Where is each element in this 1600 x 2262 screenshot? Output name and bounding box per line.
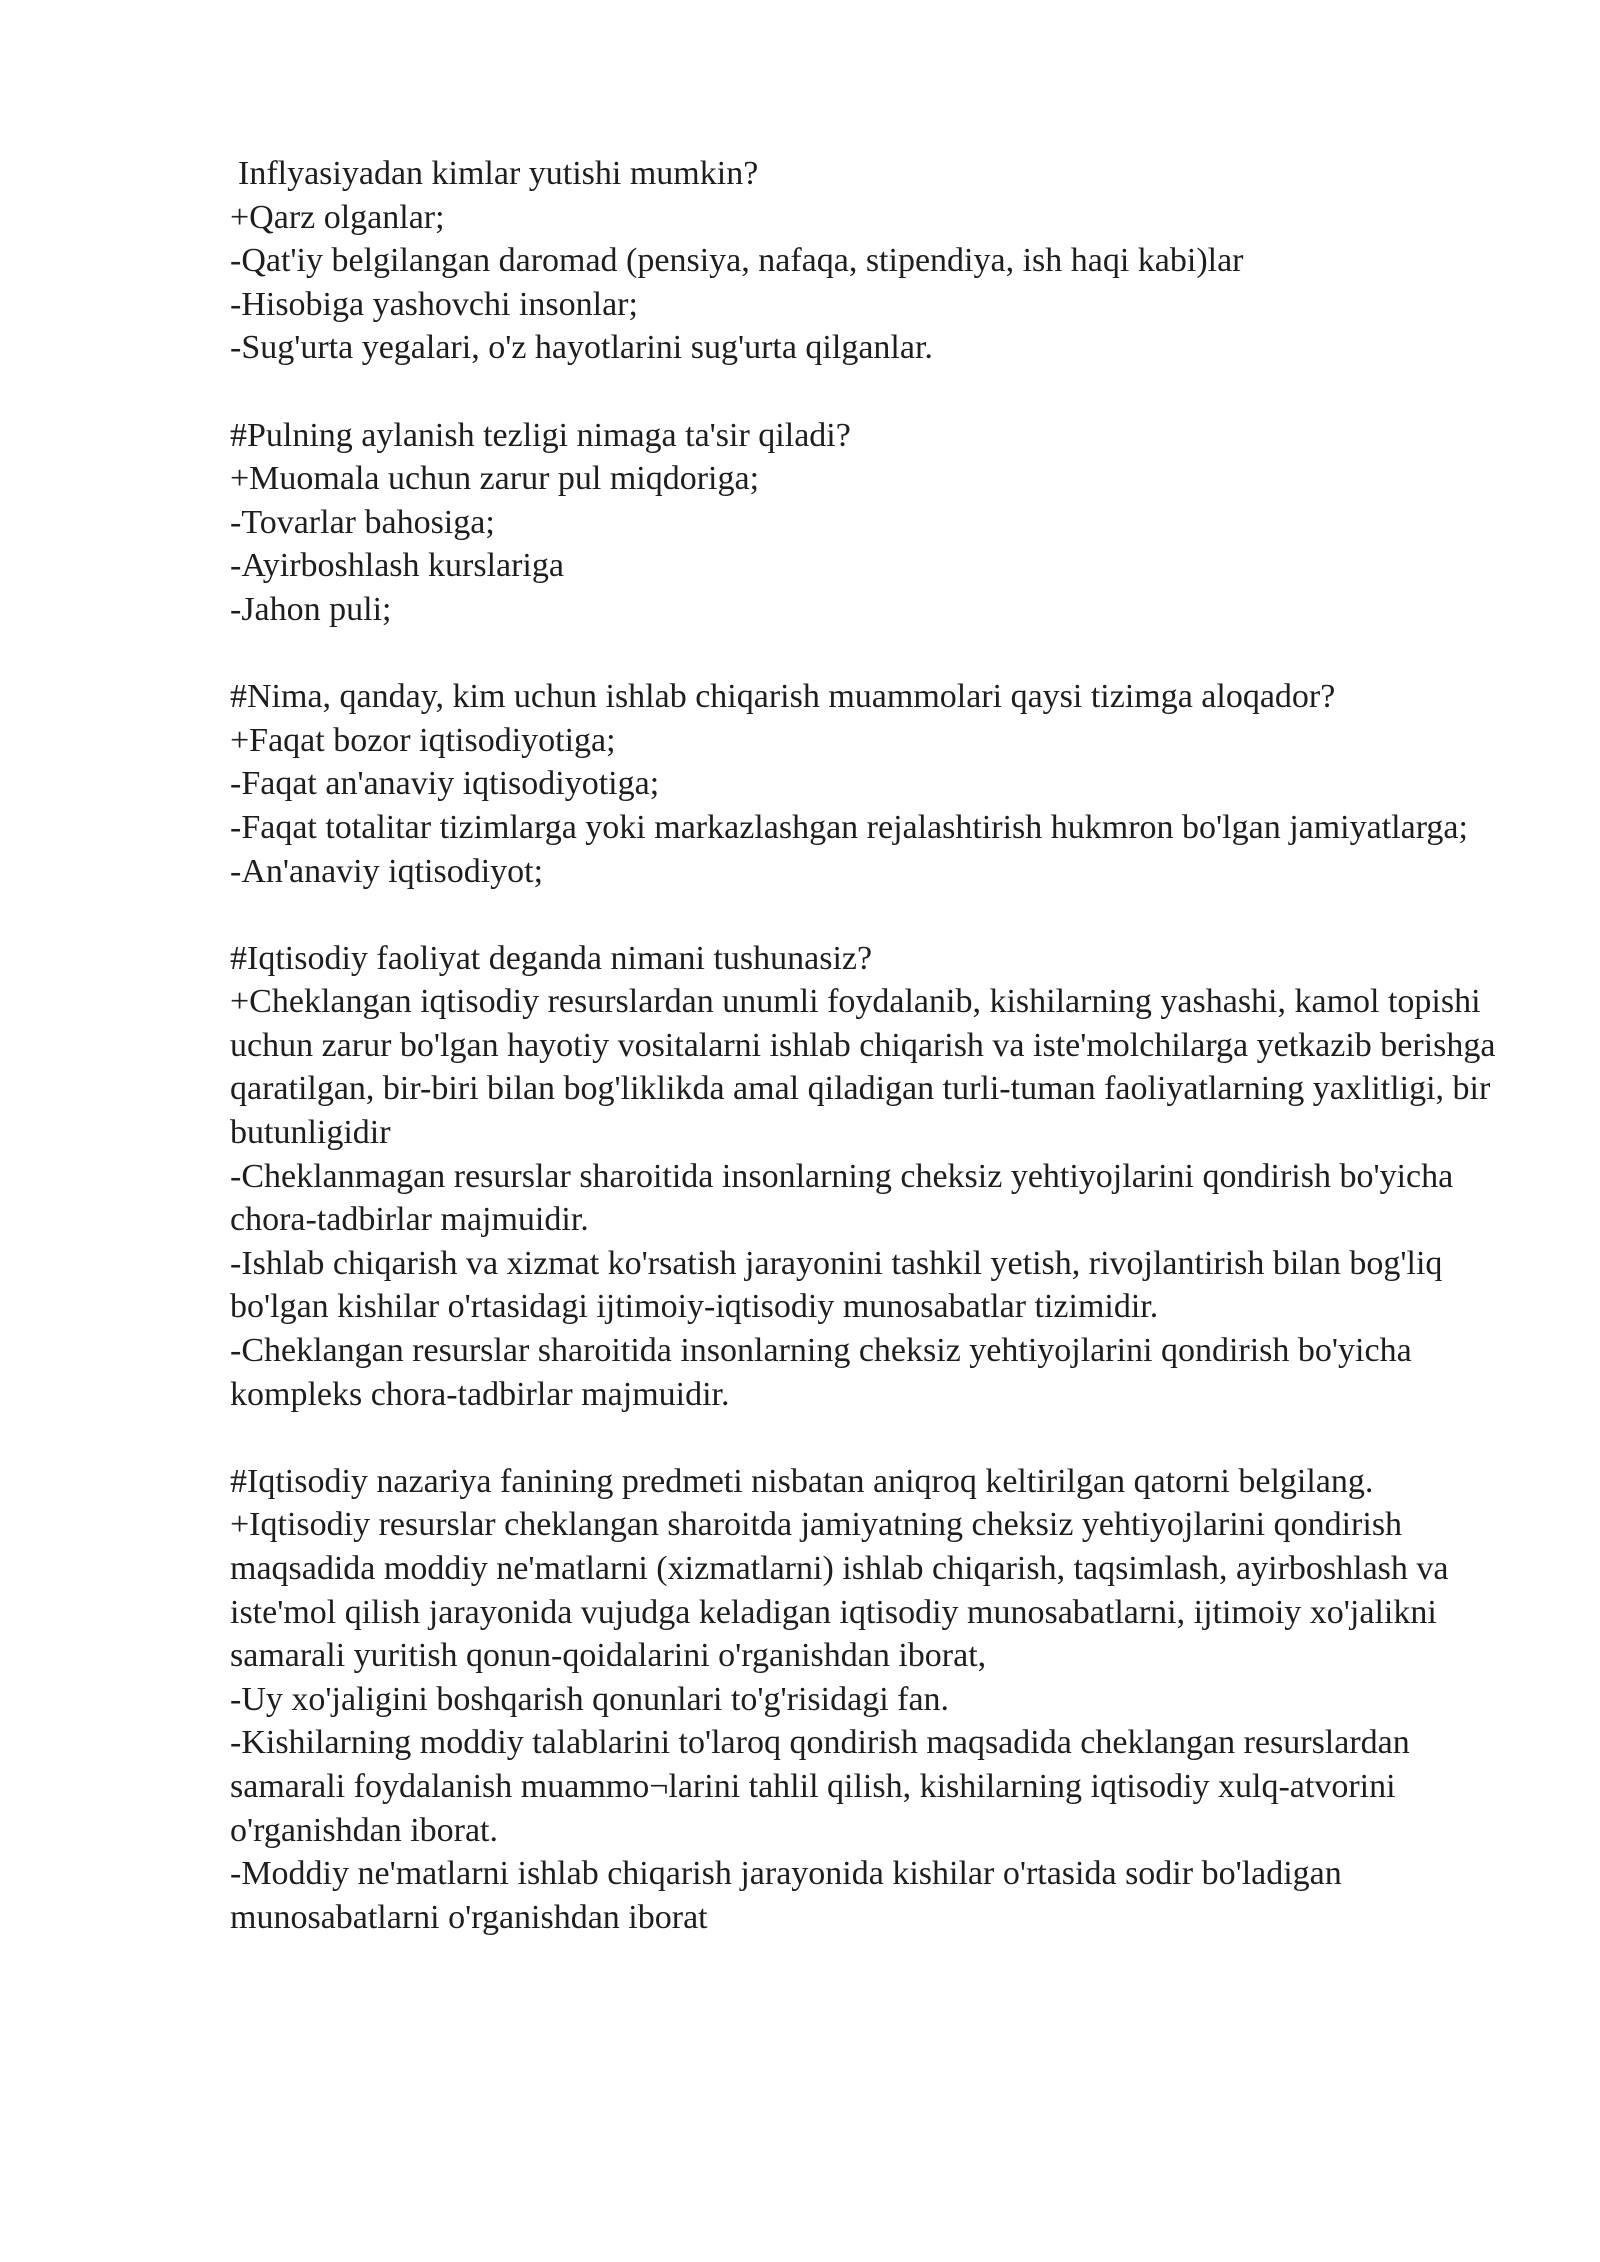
question-text: #Pulning aylanish tezligi nimaga ta'sir qiladi? (230, 416, 851, 454)
answer-option: +Faqat bozor iqtisodiyotiga; (230, 721, 616, 759)
answer-option: -Faqat totalitar tizimlarga yoki markazlashgan rejalashtirish hukmron bo'lgan jamiyatlarga; (230, 808, 1468, 846)
question-text: Inflyasiyadan kimlar yutishi mumkin? (238, 155, 759, 192)
answer-option: -Sug'urta yegalari, o'z hayotlarini sug'urta qilganlar. (230, 329, 933, 367)
answer-option: -Cheklanmagan resurslar sharoitida insonlarning cheksiz yehtiyojlarini qondirish bo'yicha chora-tadbirlar majmuidir. (230, 1157, 1454, 1239)
question-text: #Iqtisodiy nazariya fanining predmeti nisbatan aniqroq keltirilgan qatorni belgilang. (230, 1462, 1374, 1500)
answer-option: -Cheklangan resurslar sharoitida insonlarning cheksiz yehtiyojlarini qondirish bo'yicha kompleks chora-tadbirlar majmuidir. (230, 1332, 1412, 1413)
question-block-3 (230, 675, 1530, 893)
question-block-4 (230, 937, 1530, 1417)
question-text: #Iqtisodiy faoliyat deganda nimani tushunasiz? (230, 939, 873, 977)
answer-option: +Muomala uchun zarur pul miqdoriga; (230, 460, 760, 498)
answer-option: -Ayirboshlash kurslariga (230, 547, 564, 585)
question-text: #Nima, qanday, kim uchun ishlab chiqarish muammolari qaysi tizimga aloqador? (230, 678, 1336, 716)
document-body (230, 152, 1530, 1939)
answer-option: -Moddiy ne'matlarni ishlab chiqarish jarayonida kishilar o'rtasida sodir bo'ladigan munosabatlarni o'rganishdan iborat (230, 1855, 1342, 1936)
answer-option: -Jahon puli; (230, 590, 392, 628)
answer-option: +Qarz olganlar; (230, 198, 445, 236)
answer-option: -Tovarlar bahosiga; (230, 503, 495, 541)
answer-option: -Uy xo'jaligini boshqarish qonunlari to'g'risidagi fan. (230, 1680, 950, 1718)
answer-option: -Ishlab chiqarish va xizmat ko'rsatish jarayonini tashkil yetish, rivojlantirish bilan bog'liq bo'lgan kishilar o'rtasidagi ijtimoiy-iqtisodiy munosabatlar tizimidir. (230, 1244, 1443, 1326)
question-block-5 (230, 1460, 1530, 1940)
answer-option: +Cheklangan iqtisodiy resurslardan unumli foydalanib, kishilarning yashashi, kamol topishi uchun zarur bo'lgan hayotiy vositalarni ishlab chiqarish va iste'molchilarga yetkazib berishga qaratilgan, bir-biri bilan bog'liklikda amal qiladigan turli-tuman faoliyatlarning yaxlitligi, bir butunligidir (230, 983, 1496, 1152)
answer-option: -Hisobiga yashovchi insonlar; (230, 285, 638, 323)
answer-option: +Iqtisodiy resurslar cheklangan sharoitda jamiyatning cheksiz yehtiyojlarini qondirish maqsadida moddiy ne'matlarni (xizmatlarni) ishlab chiqarish, taqsimlash, ayirboshlash va iste'mol qilish jarayonida vujudga keladigan iqtisodiy munosabatlarni, ijtimoiy xo'jalikni samarali yuritish qonun-qoidalarini o'rganishdan iborat, (230, 1506, 1449, 1675)
answer-option: -Qat'iy belgilangan daromad (pensiya, nafaqa, stipendiya, ish haqi kabi)lar (230, 242, 1244, 280)
answer-option: -Kishilarning moddiy talablarini to'laroq qondirish maqsadida cheklangan resurslardan samarali foydalanish muammo¬larini tahlil qilish, kishilarning iqtisodiy xulq-atvorini o'rganishdan iborat. (230, 1724, 1410, 1849)
question-block-2 (230, 414, 1530, 632)
question-block-1 (230, 152, 1530, 370)
answer-option: -An'anaviy iqtisodiyot; (230, 852, 544, 890)
answer-option: -Faqat an'anaviy iqtisodiyotiga; (230, 765, 660, 803)
